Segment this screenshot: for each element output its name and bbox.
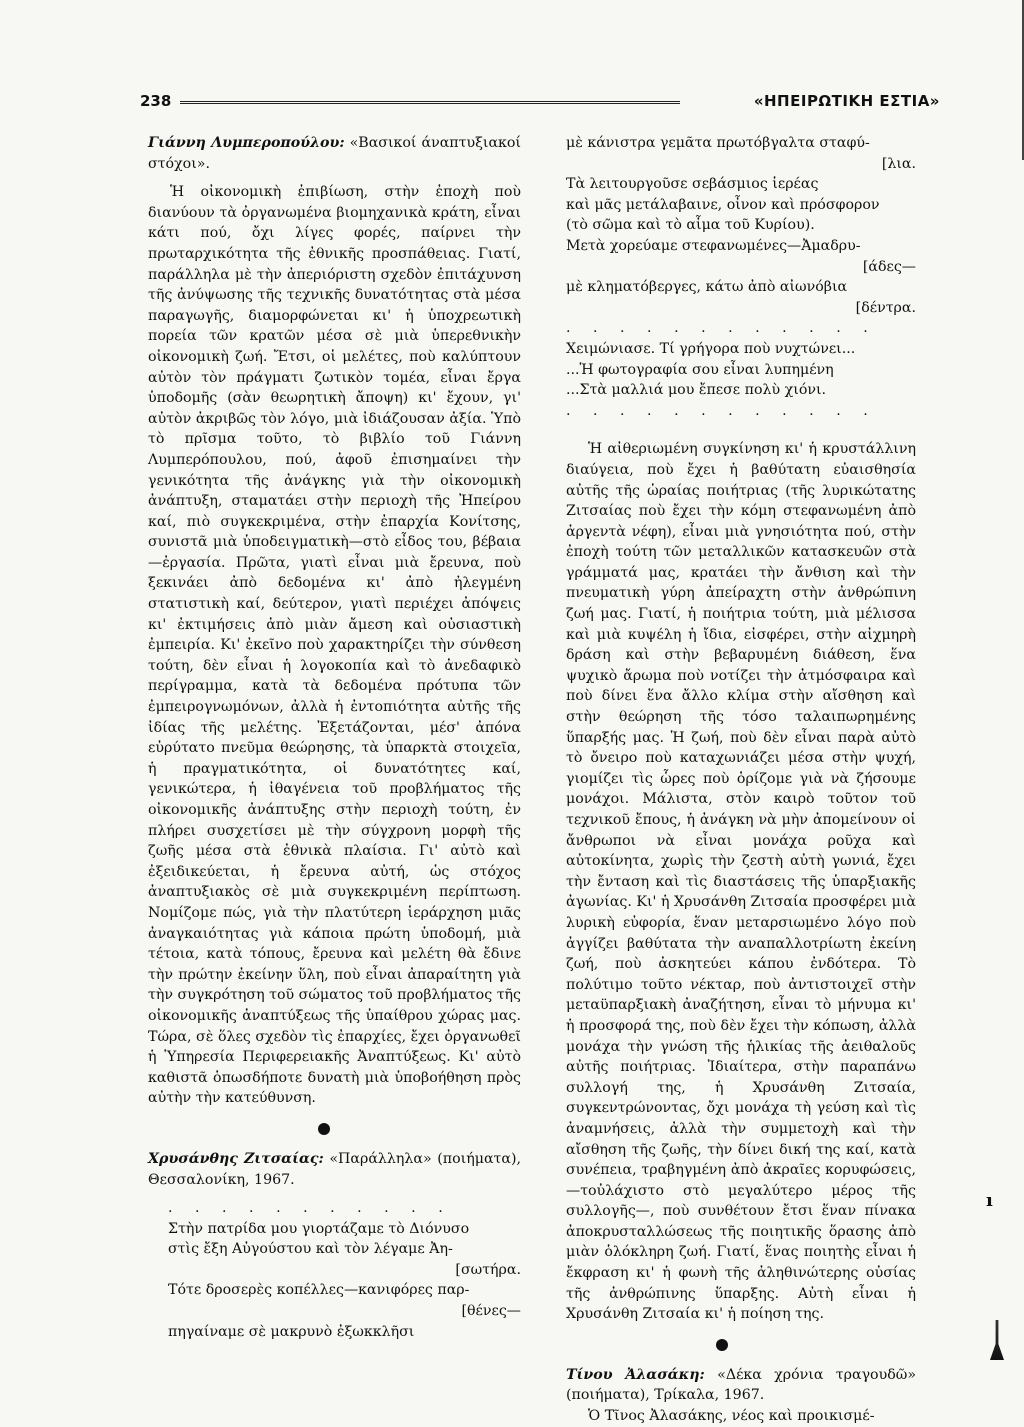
- review-1-author: Γιάννη Λυμπεροπούλου:: [148, 135, 345, 151]
- poem-line-continuation: [άδες—: [862, 258, 916, 275]
- poem-line: (τὸ σῶμα καὶ τὸ αἷμα τοῦ Κυρίου).: [566, 217, 815, 234]
- poem-line: στὶς ἔξη Αὐγούστου καὶ τὸν λέγαμε Ἀη-: [168, 1241, 453, 1258]
- section-bullet: [716, 1339, 728, 1351]
- review-3-title: «Δέκα χρόνια τραγουδῶ» (ποιήματα), Τρίκαλα, 1967.: [566, 1366, 917, 1404]
- poem-line: καὶ μᾶς μετάλαβαινε, οἶνον καὶ πρόσφορον: [566, 196, 880, 213]
- page-number: 238: [140, 92, 172, 110]
- poem-line: μὲ κάνιστρα γεμᾶτα πρωτόβγαλτα σταφύ-: [566, 135, 870, 151]
- poem-line-continuation: [δέντρα.: [855, 299, 916, 316]
- review-1-body: Ἡ οἰκονομικὴ ἐπιβίωση, στὴν ἐποχὴ ποὺ διανύουν τὰ ὀργανωμένα βιομηχανικὰ κράτη, εἶναι κάτι πού, ὄχι λίγες φορές, παίρνει τὴν πρωταρχικότητα τῆς ἐθνικῆς προσπάθειας. Γιατί, παράλληλα μὲ τὴν ἀπεριόριστη σχεδὸν ἐπιτάχυνση τῆς ἀνύψωσης τῆς τεχνικῆς δυνατότητας στὰ μέσα παραγωγῆς, διαμορφώνεται κι' ἡ ὑποχρεωτικὴ πορεία τῶν κρατῶν μέσα σὲ μιὰ ὑπερεθνικὴν οἰκονομικὴ ζωή. Ἔτσι, οἱ μελέτες, ποὺ καλύπτουν αὐτὸν τὸν πράγματι ζωτικὸν τομέα, εἶναι ἔργα ὑποδομῆς (σὰν θεωρητικὴ ἄποψη) κι' ἔχουν, γι' αὐτὸν ἀκριβῶς τὸν λόγο, μιὰ ἰδιάζουσαν ἀξία. Ὑπὸ τὸ πρῖσμα τοῦτο, τὸ βιβλίο τοῦ Γιάννη Λυμπερόπουλου, πού, ἀφοῦ ἐπισημαίνει τὴν γενικότητα τῆς ἀνάγκης γιὰ τὴν οἰκονομικὴ ἀνάπτυξη, σταματάει στὴν περιοχὴ τῆς Ἠπείρου καί, πιὸ συγκεκριμένα, στὴν ἐπαρχία Κονίτσης, συνιστᾶ μιὰ ὑποδειγματικὴ—στὸ εἶδος του, βέβαια—ἐργασία. Πρῶτα, γιατὶ εἶναι μιὰ ἔρευνα, ποὺ ξεκινάει ἀπὸ δεδομένα κι' ἀπὸ ἠλεγμένη στατιστικὴ καί, δεύτερον, γιατὶ περιέχει ἀπόψεις κι' ἐκτιμήσεις ἀπὸ μιὰν ἄμεση καὶ οὐσιαστικὴ ἐμπειρία. Κι' ἐκεῖνο ποὺ χαρακτηρίζει τὴν σύνθεση τούτη, δὲν εἶναι ἡ λογοκοπία καὶ τὸ ἀνεδαφικὸ περίγραμμα, κατὰ τὰ δεδομένα πρότυπα τῶν ἐμπειρογνωμόνων, ἀλλὰ ἡ ἐντοπιότητα αὐτῆς τῆς ἰδίας τῆς μελέτης. Ἐξετάζονται, μέσ' ἀπόνα εὐρύτατο πνεῦμα θεώρησης, τὰ ὑπαρκτὰ στοιχεῖα, ἡ πραγματικότητα, οἱ δυνατότητες καί, γενικώτερα, ἡ ἰθαγένεια τοῦ προβλήματος τῆς οἰκονομικῆς ἀνάπτυξης στὴν περιοχὴ τούτη, ἐν πλήρει συσχετίσει μὲ τὴν σύγχρονη μορφὴ τῆς ζωῆς μέσα στὰ ἐθνικὰ πλαίσια. Γι' αὐτὸ καὶ ἐξειδικεύεται, ἡ ἔρευνα αὐτή, ὡς στόχος ἀναπτυξιακὸς σὲ μιὰ συγκεκριμένη περίπτωση. Νομίζομε πώς, γιὰ τὴν πλατύτερη ἱεράρχηση μιᾶς ἀναγκαιότητας γιὰ κάποια πρώτη ὑποδομή, μιὰ τέτοια, κατὰ τόπους, ἔρευνα καὶ μελέτη θὰ ἔδινε τὴν πρώτην ἐκείνην ὕλη, ποὺ εἶναι ἀπαραίτητη γιὰ τὴν συγκρότηση τοῦ σώματος τοῦ προβλήματος τῆς οἰκονομικῆς ἀναπτύξεως τῆς ὑπαίθρου χώρας μας. Τώρα, σὲ ὅλες σχεδὸν τὶς ἐπαρχίες, ἔχει ὀργανωθεῖ ἡ Ὑπηρεσία Περιφερειακῆς Ἀναπτύξεως. Κι' αὐτὸ καθιστᾶ ὁπωσδήποτε δυνατὴ μιὰ ὑποβοήθηση πρὸς αὐτὴν τὴν κατεύθυνση.: [148, 184, 521, 1107]
- poem-line-continuation: [λια.: [881, 155, 916, 172]
- review-3-body: Ὁ Τῖνος Ἀλασάκης, νέος καὶ προικισμέ-: [588, 1408, 875, 1425]
- review-2-heading: [148, 1149, 521, 1190]
- poem-line: ...Στὰ μαλλιά μου ἔπεσε πολὺ χιόνι.: [566, 382, 827, 399]
- poem-excerpt-1: [148, 1219, 521, 1343]
- review-3-heading: [566, 1365, 916, 1406]
- poem-line: Μετὰ χορεύαμε στεφανωμένες—Ἀμαδρυ-: [566, 237, 861, 254]
- header-rule: [180, 101, 680, 104]
- section-bullet: [318, 1123, 330, 1135]
- poem-line: πηγαίναμε σὲ μακρυνὸ ἐξωκκλῆσι: [168, 1323, 415, 1340]
- poem-line: Τότε δροσερὲς κοπέλλες—κανιφόρες παρ-: [168, 1282, 470, 1299]
- ellipsis-dots: . . . . . . . . . . . .: [566, 320, 877, 337]
- review-2-body: Ἡ αἰθεριωμένη συγκίνηση κι' ἡ κρυστάλλινη διαύγεια, ποὺ ἔχει ἡ βαθύτατη εὐαισθησία αὐτῆς τῆς ὡραίας ποιήτριας (τῆς λυρικώτατης Ζιτσαίας ποὺ ἔχει τὴν κόμη στεφανωμένη ἀπὸ ἀργεντὰ νέφη), εἶναι μιὰ γνησιότητα πού, στὴν ἐποχὴ τούτη τῶν μεταλλικῶν κατασκευῶν στὰ γράμματά μας, κρατάει τὴν ἄνθιση καὶ τὴν πνευματικὴ γύρη ἀπείραχτη στὴν ἀνθρώπινη ζωή μας. Γιατί, ἡ ποιήτρια τούτη, μιὰ μέλισσα καὶ μιὰ κυψέλη ἡ ἴδια, εἰσφέρει, στὴν αἰχμηρὴ δράση καὶ στὴν βεβαρυμένη διάθεση, ἕνα ψυχικὸ ἄρωμα ποὺ νοτίζει τὴν ἀτμόσφαιρα καὶ ποὺ δίνει ἕνα ἄλλο κλίμα στὴν αἴσθηση καὶ στὴν θεώρηση τῆς τόσο ταλαιπωρημένης ὕπαρξής μας. Ἡ ζωή, ποὺ δὲν εἶναι παρὰ αὐτὸ τὸ ὄνειρο ποὺ καταχωνιάζει μέσα στὴν ψυχή, γιομίζει τὶς ὧρες ποὺ ὁρίζομε γιὰ νὰ ζήσουμε μονάχοι. Μάλιστα, στὸν καιρὸ τοῦτον τοῦ τεχνικοῦ ἔπους, ἡ ἀνάγκη νὰ μὴν ἀπομείνουν οἱ ἄνθρωποι νὰ εἶναι μονάχα ροῦχα καὶ αὐτοκίνητα, χωρὶς τὴν ζεστὴ αὐτὴ γωνιά, ἔχει τὴν ἔνταση καὶ τὶς διαστάσεις τῆς ὑπαρξιακῆς ἀγωνίας. Κι' ἡ Χρυσάνθη Ζιτσαία προσφέρει μιὰ λυρικὴ εὐφορία, ἕναν μεταρσιωμένο λόγο ποὺ ἀγγίζει βαθύτατα τὴν αναπαλλοτρίωτη ἐκείνη ζωή, ποὺ ἀσκητεύει κάπου ἐνδότερα. Τὸ πολύτιμο τοῦτο νέκταρ, ποὺ ἀντιστοιχεῖ στὴν μεταϋπαρξιακὴ ἀναζήτηση, εἶναι τὸ μήνυμα κι' ἡ προσφορά της, ποὺ δὲν ἔχει τὴν κόπωση, ἀλλὰ μονάχα τὴν γνώση τῆς ἡλικίας τῆς ἀειθαλοῦς αὐτῆς ποιήτριας. Ἰδιαίτερα, στὴν παραπάνω συλλογή της, ἡ Χρυσάνθη Ζιτσαία, συγκεντρώνοντας, ὄχι μονάχα τὴ γεύση καὶ τὶς ἀναμνήσεις, ἀλλὰ τὴν συμμετοχὴ καὶ τὴν αἴσθηση τῆς ζωῆς, τὴν δίνει δική της καί, κατὰ συνέπεια, τραβηγμένη ἀπὸ ἀκραῖες κορυφώσεις,—τοὐλάχιστο στὸ μεγαλύτερο μέρος τῆς συλλογῆς—, ποὺ συνθέτουν ἔτσι ἕναν πίνακα ἀποκρυσταλλώσεως τῆς ποιητικῆς ὅρασης ἀπὸ μιὰν ὁλόκληρη ζωή. Γιατί, ἕνας ποιητὴς εἶναι ἡ ἔκφραση κι' ἡ φωνὴ τῆς ἀληθινώτερης οὐσίας τῆς ἀνθρώπινης ὕπαρξης. Αὐτὴ εἶναι ἡ Χρυσάνθη Ζιτσαία κι' ἡ ποίηση της.: [566, 441, 916, 1323]
- left-column: [148, 133, 521, 1342]
- right-column: [566, 133, 916, 1427]
- review-3-author: Τίνου Ἀλασάκη:: [566, 1366, 705, 1383]
- ellipsis-dots: . . . . . . . . . . .: [168, 1200, 452, 1217]
- journal-title: «ΗΠΕΙΡΩΤΙΚΗ ΕΣΤΙΑ»: [753, 92, 940, 110]
- review-2-author: Χρυσάνθης Ζιτσαίας:: [148, 1150, 324, 1167]
- poem-line-continuation: [θένες—: [461, 1303, 521, 1320]
- page-header: [140, 92, 940, 116]
- poem-line: Τὰ λειτουργοῦσε σεβάσμιος ἱερέας: [566, 176, 819, 193]
- ink-blot: [990, 1320, 1004, 1360]
- poem-line: Στὴν πατρίδα μου γιορτάζαμε τὸ Διόνυσο: [168, 1220, 470, 1237]
- poem-line: μὲ κληματόβεργες, κάτω ἀπὸ αἰωνόβια: [566, 279, 848, 296]
- poem-line: ...Ἡ φωτογραφία σου εἶναι λυπημένη: [566, 361, 834, 378]
- review-1-heading: [148, 133, 521, 174]
- review-2-title: «Παράλληλα» (ποιήματα), Θεσσαλονίκη, 1967.: [148, 1150, 522, 1188]
- margin-mark: ı: [986, 1190, 993, 1211]
- ellipsis-dots: . . . . . . . . . . . .: [566, 402, 877, 419]
- poem-line-continuation: [σωτήρα.: [455, 1261, 521, 1278]
- page-edge: [1012, 0, 1024, 160]
- poem-line: Χειμώνιασε. Τί γρήγορα ποὺ νυχτώνει...: [566, 340, 856, 357]
- poem-excerpt-2: [566, 133, 916, 421]
- review-1-title: «Βασικοί άναπτυξιακοί στόχοι».: [148, 135, 521, 172]
